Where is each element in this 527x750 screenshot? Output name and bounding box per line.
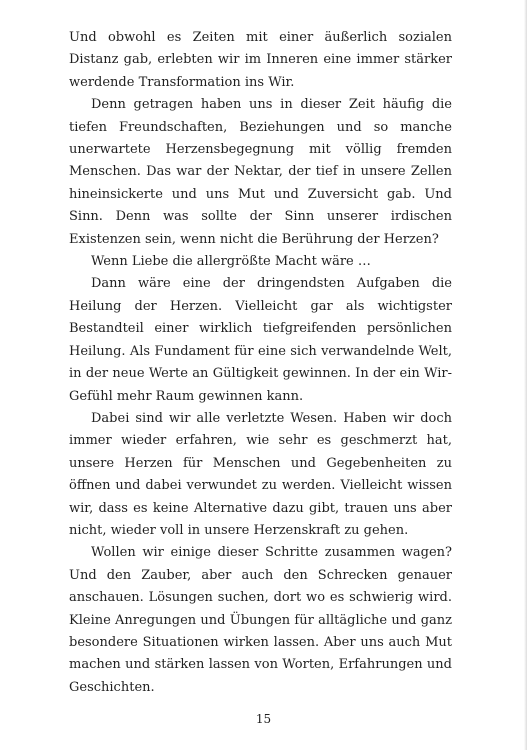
paragraph: Wenn Liebe die allergrößte Macht wäre … (91, 254, 371, 270)
paragraph: Denn getragen haben uns in dieser Zeit häufig die tiefen Freundschaften, Beziehungen und so manche unerwartete Herzensbegegnung mit völlig fremden Menschen. Das war der Nektar, der tief in unsere Zellen hineinsickerte und uns Mut und Zuversicht gab. Und Sinn. Denn was sollte der Sinn unserer irdischen Existenzen sein, wenn nicht die Berührung der Herzen? (69, 97, 452, 247)
paragraph: Dann wäre eine der dringendsten Aufgaben die Heilung der Herzen. Vielleicht gar als wichtigster Bestandteil einer wirklich tiefgreifenden persönlichen Heilung. Als Fundament für eine sich verwandelnde Welt, in der neue Werte an Gültigkeit gewinnen. In der ein Wir-Gefühl mehr Raum gewinnen kann. (69, 276, 452, 404)
paragraph: Und obwohl es Zeiten mit einer äußerlich sozialen Distanz gab, erlebten wir im Inneren eine immer stärker werdende Transformation ins Wir. (69, 30, 452, 90)
paragraph: Wollen wir einige dieser Schritte zusammen wagen? Und den Zauber, aber auch den Schrecken genauer anschauen. Lösungen suchen, dort wo es schwierig wird. Kleine Anregungen und Übungen für alltägliche und ganz besondere Situationen wirken lassen. Aber uns auch Mut machen und stärken lassen von Worten, Erfahrungen und Geschichten. (69, 545, 452, 695)
paragraph: Dabei sind wir alle verletzte Wesen. Haben wir doch immer wieder erfahren, wie sehr es geschmerzt hat, unsere Herzen für Menschen und Gegebenheiten zu öffnen und dabei verwundet zu werden. Vielleicht wissen wir, dass es keine Alternative dazu gibt, trauen uns aber nicht, wieder voll in unsere Herzenskraft zu gehen. (69, 410, 452, 538)
page-number: 15 (255, 712, 272, 726)
body-text (69, 27, 452, 699)
